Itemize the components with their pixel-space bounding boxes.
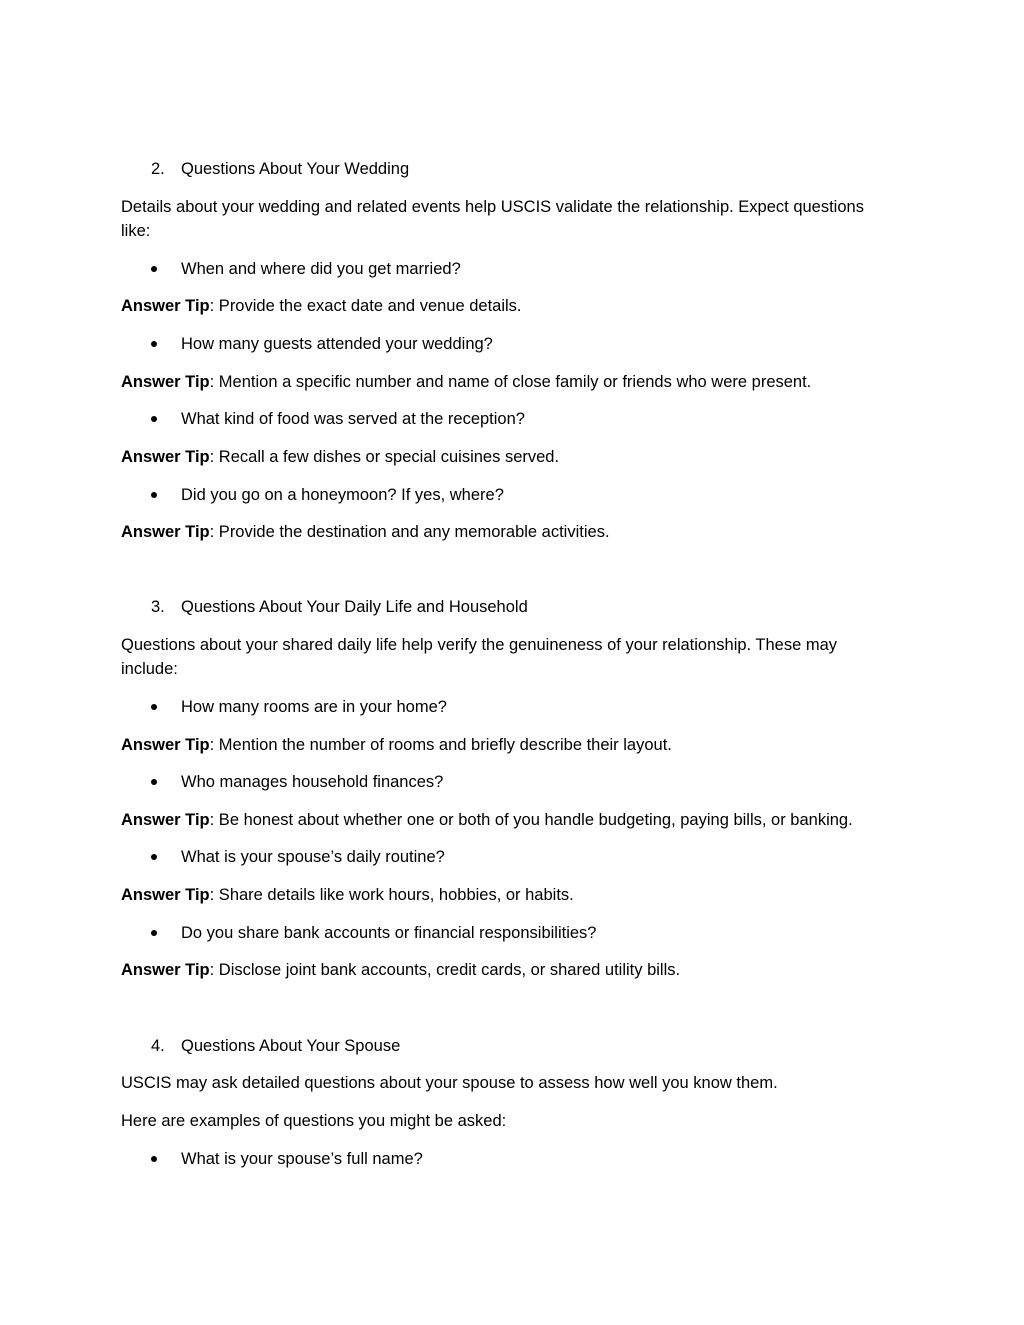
section-heading: Questions About Your Wedding (181, 160, 410, 178)
bullet-icon (151, 930, 157, 936)
question-item: What is your spouse’s daily routine? (181, 848, 445, 866)
section-intro: Questions about your shared daily life help verify the genuineness of your relationship. These may include: (121, 636, 838, 678)
section-intro-secondary: Here are examples of questions you might be asked: (121, 1112, 507, 1130)
bullet-icon (151, 492, 157, 498)
bullet-icon (151, 341, 157, 347)
answer-tip-label: Answer Tip (121, 448, 210, 466)
question-item: How many rooms are in your home? (181, 698, 447, 716)
answer-tip (121, 294, 522, 318)
answer-tip (121, 808, 853, 832)
answer-tip-text: : Recall a few dishes or special cuisines served. (209, 448, 560, 466)
answer-tip-label: Answer Tip (121, 811, 210, 829)
answer-tip (121, 370, 811, 394)
bullet-icon (151, 416, 157, 422)
question-item: When and where did you get married? (181, 260, 461, 278)
section-number: 4. (151, 1037, 165, 1055)
answer-tip (121, 733, 672, 757)
question-item: What kind of food was served at the reception? (181, 410, 525, 428)
section-heading: Questions About Your Spouse (181, 1037, 401, 1055)
answer-tip (121, 883, 574, 907)
answer-tip-label: Answer Tip (121, 961, 210, 979)
question-item: Did you go on a honeymoon? If yes, where? (181, 486, 504, 504)
section-intro: Details about your wedding and related events help USCIS validate the relationship. Expect questions like: (121, 198, 864, 240)
bullet-icon (151, 266, 157, 272)
bullet-icon (151, 779, 157, 785)
section-heading: Questions About Your Daily Life and Household (181, 598, 528, 616)
answer-tip-label: Answer Tip (121, 373, 210, 391)
section-number: 2. (151, 160, 165, 178)
answer-tip-label: Answer Tip (121, 523, 210, 541)
question-item: How many guests attended your wedding? (181, 335, 493, 353)
answer-tip-label: Answer Tip (121, 886, 210, 904)
bullet-icon (151, 704, 157, 710)
bullet-icon (151, 854, 157, 860)
section-number: 3. (151, 598, 165, 616)
answer-tip (121, 520, 610, 544)
answer-tip-label: Answer Tip (121, 297, 210, 315)
answer-tip (121, 958, 680, 982)
question-item: What is your spouse’s full name? (181, 1150, 423, 1168)
answer-tip-text: : Mention a specific number and name of close family or friends who were present. (209, 373, 812, 391)
answer-tip (121, 445, 559, 469)
answer-tip-text: : Share details like work hours, hobbies, or habits. (209, 886, 574, 904)
answer-tip-text: : Provide the exact date and venue details. (209, 297, 522, 315)
answer-tip-text: : Mention the number of rooms and briefly describe their layout. (209, 736, 672, 754)
answer-tip-text: : Disclose joint bank accounts, credit cards, or shared utility bills. (209, 961, 681, 979)
question-item: Who manages household finances? (181, 773, 444, 791)
section-intro: USCIS may ask detailed questions about your spouse to assess how well you know them. (121, 1074, 778, 1092)
bullet-icon (151, 1156, 157, 1162)
question-item: Do you share bank accounts or financial responsibilities? (181, 924, 597, 942)
answer-tip-text: : Be honest about whether one or both of you handle budgeting, paying bills, or banking. (209, 811, 853, 829)
answer-tip-text: : Provide the destination and any memorable activities. (209, 523, 610, 541)
answer-tip-label: Answer Tip (121, 736, 210, 754)
